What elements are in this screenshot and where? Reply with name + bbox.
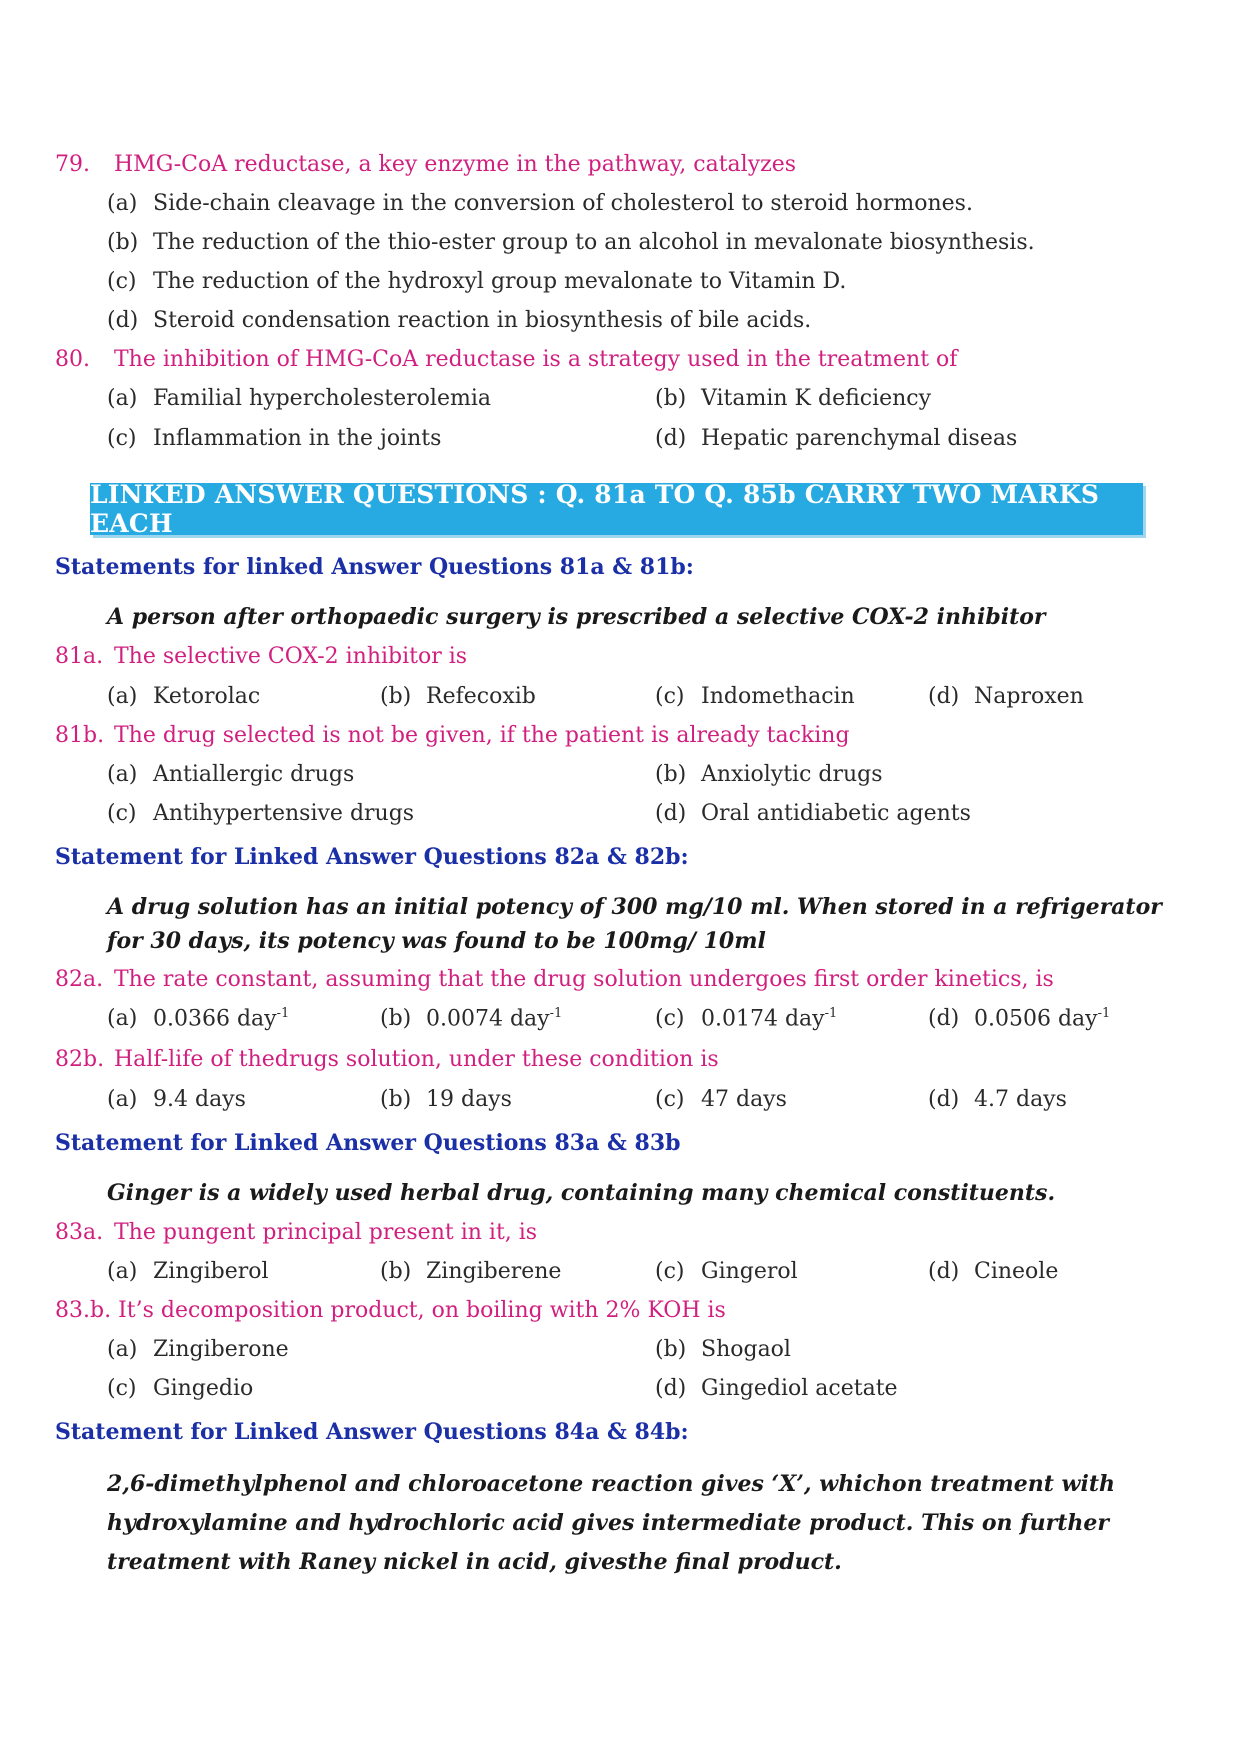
q81a-option-d[interactable]: (d) Naproxen	[928, 684, 1084, 709]
question-text: The pungent principal present in it, is	[114, 1220, 538, 1245]
q83b-option-a[interactable]: (a) Zingiberone	[107, 1337, 289, 1362]
q82b-option-c[interactable]: (c) 47 days	[655, 1087, 787, 1112]
q82a-option-b[interactable]: (b) 0.0074 day$^{-1}$	[380, 1006, 563, 1032]
q81a-option-b[interactable]: (b) Refecoxib	[380, 684, 536, 709]
q80-option-b[interactable]: (b) Vitamin K deficiency	[655, 386, 932, 411]
question-number: 83.b.	[55, 1298, 112, 1323]
question-82a	[55, 967, 1054, 992]
q81a-option-c[interactable]: (c) Indomethacin	[655, 684, 855, 709]
q79-option-b[interactable]: (b) The reduction of the thio-ester group to an alcohol in mevalonate biosynthesis.	[107, 230, 1035, 255]
question-79	[55, 152, 796, 177]
question-text: Half-life of thedrugs solution, under these condition is	[114, 1047, 719, 1072]
question-text: The drug selected is not be given, if the patient is already tacking	[114, 723, 850, 748]
q83b-option-d[interactable]: (d) Gingediol acetate	[655, 1376, 898, 1401]
statement-81-scenario: A person after orthopaedic surgery is prescribed a selective COX-2 inhibitor	[107, 604, 1046, 630]
question-text: The rate constant, assuming that the drug solution undergoes first order kinetics, is	[114, 967, 1054, 992]
question-80	[55, 347, 957, 372]
question-number: 82a.	[55, 967, 104, 992]
question-number: 80.	[55, 347, 90, 372]
question-number: 79.	[55, 152, 90, 177]
question-number: 81b.	[55, 723, 105, 748]
statement-83-scenario: Ginger is a widely used herbal drug, containing many chemical constituents.	[107, 1180, 1056, 1206]
question-83b	[55, 1298, 726, 1323]
q81b-option-b[interactable]: (b) Anxiolytic drugs	[655, 762, 883, 787]
q80-option-a[interactable]: (a) Familial hypercholesterolemia	[107, 386, 491, 411]
question-text: The inhibition of HMG-CoA reductase is a strategy used in the treatment of	[114, 347, 958, 372]
statement-82-scenario: A drug solution has an initial potency of 300 mg/10 ml. When stored in a refrigerator for 30 days, its potency was found to be 100mg/ 10ml	[107, 894, 1162, 954]
q83a-option-a[interactable]: (a) Zingiberol	[107, 1259, 269, 1284]
q82b-option-d[interactable]: (d) 4.7 days	[928, 1087, 1067, 1112]
q83b-option-c[interactable]: (c) Gingedio	[107, 1376, 254, 1401]
q79-option-a[interactable]: (a) Side-chain cleavage in the conversion of cholesterol to steroid hormones.	[107, 191, 973, 216]
q83a-option-c[interactable]: (c) Gingerol	[655, 1259, 798, 1284]
q81a-option-a[interactable]: (a) Ketorolac	[107, 684, 261, 709]
q80-option-c[interactable]: (c) Inflammation in the joints	[107, 426, 442, 451]
q81b-option-a[interactable]: (a) Antiallergic drugs	[107, 762, 355, 787]
question-text: It’s decomposition product, on boiling with 2% KOH is	[118, 1298, 726, 1323]
question-number: 83a.	[55, 1220, 104, 1245]
q81b-option-d[interactable]: (d) Oral antidiabetic agents	[655, 801, 971, 826]
q82a-option-a[interactable]: (a) 0.0366 day$^{-1}$	[107, 1006, 290, 1032]
q79-option-d[interactable]: (d) Steroid condensation reaction in biosynthesis of bile acids.	[107, 308, 812, 333]
q82a-option-d[interactable]: (d) 0.0506 day$^{-1}$	[928, 1006, 1111, 1032]
q82a-option-c[interactable]: (c) 0.0174 day$^{-1}$	[655, 1006, 838, 1032]
q82b-option-a[interactable]: (a) 9.4 days	[107, 1087, 246, 1112]
statement-83-heading: Statement for Linked Answer Questions 83a & 83b	[55, 1130, 681, 1156]
statement-84-heading: Statement for Linked Answer Questions 84a & 84b:	[55, 1419, 689, 1445]
question-text: The selective COX-2 inhibitor is	[114, 644, 468, 669]
linked-questions-banner: LINKED ANSWER QUESTIONS : Q. 81a TO Q. 85b CARRY TWO MARKS EACH	[90, 483, 1143, 535]
q83a-option-b[interactable]: (b) Zingiberene	[380, 1259, 562, 1284]
statement-82-heading: Statement for Linked Answer Questions 82a & 82b:	[55, 844, 689, 870]
question-82b	[55, 1047, 719, 1072]
question-text: HMG-CoA reductase, a key enzyme in the pathway, catalyzes	[114, 152, 797, 177]
question-number: 82b.	[55, 1047, 105, 1072]
question-number: 81a.	[55, 644, 104, 669]
question-81a	[55, 644, 467, 669]
question-83a	[55, 1220, 537, 1245]
q80-option-d[interactable]: (d) Hepatic parenchymal diseas	[655, 426, 1018, 451]
q82b-option-b[interactable]: (b) 19 days	[380, 1087, 512, 1112]
q81b-option-c[interactable]: (c) Antihypertensive drugs	[107, 801, 415, 826]
statement-84-scenario: 2,6-dimethylphenol and chloroacetone reaction gives ‘X’, whichon treatment with hydroxylamine and hydrochloric acid gives intermediate product. This on further treatment with Raney nickel in acid, givesthe final product.	[107, 1471, 1115, 1575]
question-81b	[55, 723, 850, 748]
q79-option-c[interactable]: (c) The reduction of the hydroxyl group mevalonate to Vitamin D.	[107, 269, 847, 294]
q83a-option-d[interactable]: (d) Cineole	[928, 1259, 1059, 1284]
q83b-option-b[interactable]: (b) Shogaol	[655, 1337, 791, 1362]
statement-81-heading: Statements for linked Answer Questions 81a & 81b:	[55, 554, 694, 580]
